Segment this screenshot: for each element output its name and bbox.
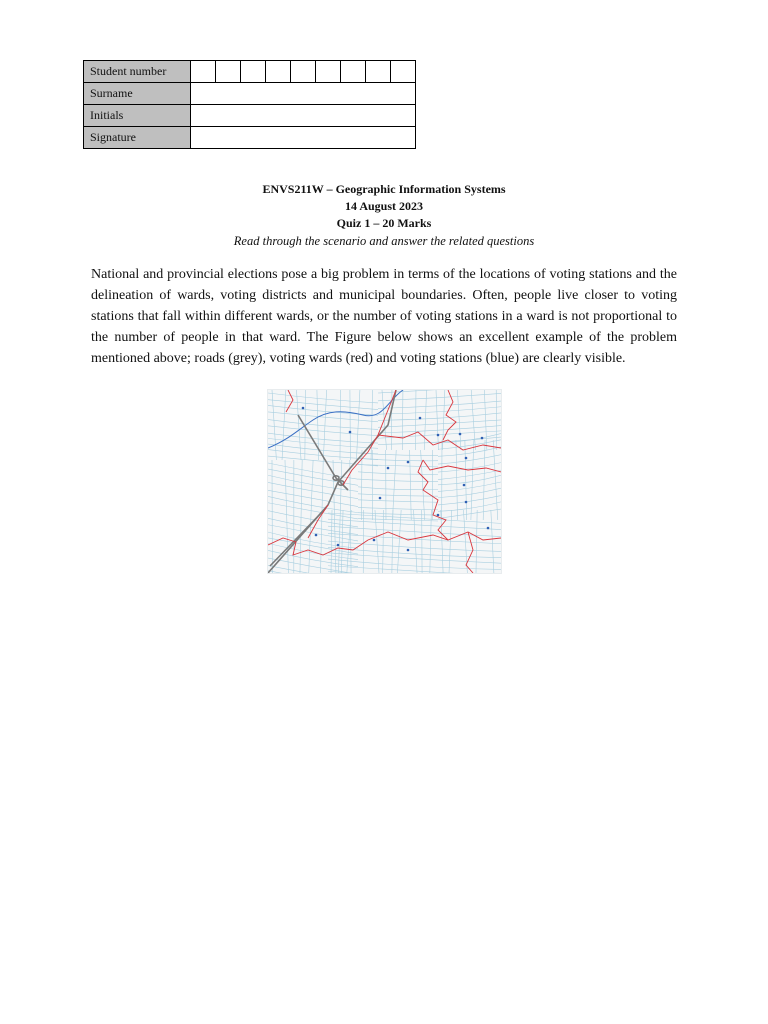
road xyxy=(285,460,288,573)
road xyxy=(321,460,324,573)
road xyxy=(356,390,359,460)
road xyxy=(378,401,501,408)
surname-label: Surname xyxy=(84,83,191,105)
ward-boundary xyxy=(418,460,448,540)
road xyxy=(493,440,498,520)
road xyxy=(471,390,475,450)
road xyxy=(268,420,378,430)
ward-boundary xyxy=(286,390,293,412)
road xyxy=(438,440,501,449)
voting-station-dot xyxy=(465,501,468,504)
student-number-box[interactable] xyxy=(341,61,366,83)
road xyxy=(456,440,458,520)
road xyxy=(268,511,358,527)
road xyxy=(378,420,501,427)
road xyxy=(378,393,501,400)
road xyxy=(378,413,501,420)
quiz-date: 14 August 2023 xyxy=(344,199,424,213)
voting-station-dot xyxy=(387,467,390,470)
road xyxy=(268,400,378,410)
road xyxy=(323,390,326,460)
ward-boundary xyxy=(466,532,473,573)
voting-station-dot xyxy=(437,514,440,517)
road xyxy=(358,472,438,475)
road xyxy=(328,559,501,569)
road xyxy=(397,510,401,573)
road xyxy=(268,426,378,436)
student-number-box[interactable] xyxy=(241,61,266,83)
initials-label: Initials xyxy=(84,105,191,127)
student-number-box[interactable] xyxy=(266,61,291,83)
surname-row xyxy=(84,83,416,105)
road xyxy=(300,460,302,573)
road xyxy=(328,571,501,574)
road xyxy=(465,440,467,520)
voting-station-dot xyxy=(465,457,468,460)
student-number-box[interactable] xyxy=(391,61,416,83)
road xyxy=(438,482,501,491)
highway-line xyxy=(268,390,396,573)
road xyxy=(268,496,358,512)
road xyxy=(402,390,403,450)
voting-station-dot xyxy=(407,549,410,552)
scenario-paragraph: National and provincial elections pose a big problem in terms of the locations of voting stations and the delineation of wards, voting districts and municipal boundaries. Often, people live closer to voting stations that fall within different wards, or the number of voting stations in a ward is not proportional to the number of people in that ward. The Figure below shows an excellent example of the problem mentioned above; roads (grey), voting wards (red) and voting stations (blue) are clearly visible. xyxy=(91,267,677,366)
course-title: ENVS211W – Geographic Information Systems xyxy=(262,182,506,196)
road xyxy=(438,488,501,497)
initials-field[interactable] xyxy=(191,105,416,127)
voting-map-figure xyxy=(267,389,502,574)
voting-station-dot xyxy=(437,434,440,437)
road xyxy=(358,494,438,496)
voting-station-dot xyxy=(407,461,410,464)
road xyxy=(296,390,301,460)
road xyxy=(438,509,501,518)
signature-row xyxy=(84,127,416,149)
road xyxy=(483,440,485,520)
road xyxy=(491,510,494,573)
signature-field[interactable] xyxy=(191,127,416,149)
road xyxy=(358,500,438,502)
instruction-text: Read through the scenario and answer the related questions xyxy=(233,234,535,248)
road xyxy=(328,547,501,557)
voting-station-dot xyxy=(302,407,305,410)
surname-field[interactable] xyxy=(191,83,416,105)
road xyxy=(414,510,418,573)
quiz-title: Quiz 1 – 20 Marks xyxy=(336,216,432,230)
highway xyxy=(268,390,396,573)
student-number-row xyxy=(84,61,416,83)
road xyxy=(438,463,501,472)
road xyxy=(391,390,392,450)
road xyxy=(371,390,372,460)
road xyxy=(328,566,501,574)
student-number-box[interactable] xyxy=(291,61,316,83)
road xyxy=(476,510,477,573)
voting-station-dot xyxy=(481,437,484,440)
road xyxy=(361,450,362,520)
road xyxy=(438,475,501,484)
voting-station-dot xyxy=(463,484,466,487)
voting-station-dot xyxy=(337,544,340,547)
road xyxy=(358,487,438,490)
road xyxy=(358,513,438,515)
road xyxy=(424,390,426,450)
voting-station-dot xyxy=(349,431,352,434)
student-number-box[interactable] xyxy=(216,61,241,83)
road xyxy=(438,502,501,511)
student-number-box[interactable] xyxy=(191,61,216,83)
voting-station-dot xyxy=(379,497,382,500)
voting-stations xyxy=(302,407,490,552)
student-number-box[interactable] xyxy=(366,61,391,83)
student-number-box[interactable] xyxy=(316,61,341,83)
road xyxy=(358,507,438,509)
road xyxy=(282,390,286,460)
road xyxy=(438,455,501,464)
road xyxy=(268,444,378,454)
student-number-label: Student number xyxy=(84,61,191,83)
voting-station-dot xyxy=(459,433,462,436)
initials-row xyxy=(84,105,416,127)
voting-station-dot xyxy=(373,539,376,542)
road xyxy=(268,490,358,506)
road xyxy=(436,390,438,450)
voting-station-dot xyxy=(419,417,422,420)
voting-station-dot xyxy=(315,534,318,537)
road xyxy=(341,510,343,573)
voting-station-dot xyxy=(487,527,490,530)
signature-label: Signature xyxy=(84,127,191,149)
road-network xyxy=(268,389,501,574)
student-info-table xyxy=(83,60,416,149)
road xyxy=(358,458,438,461)
